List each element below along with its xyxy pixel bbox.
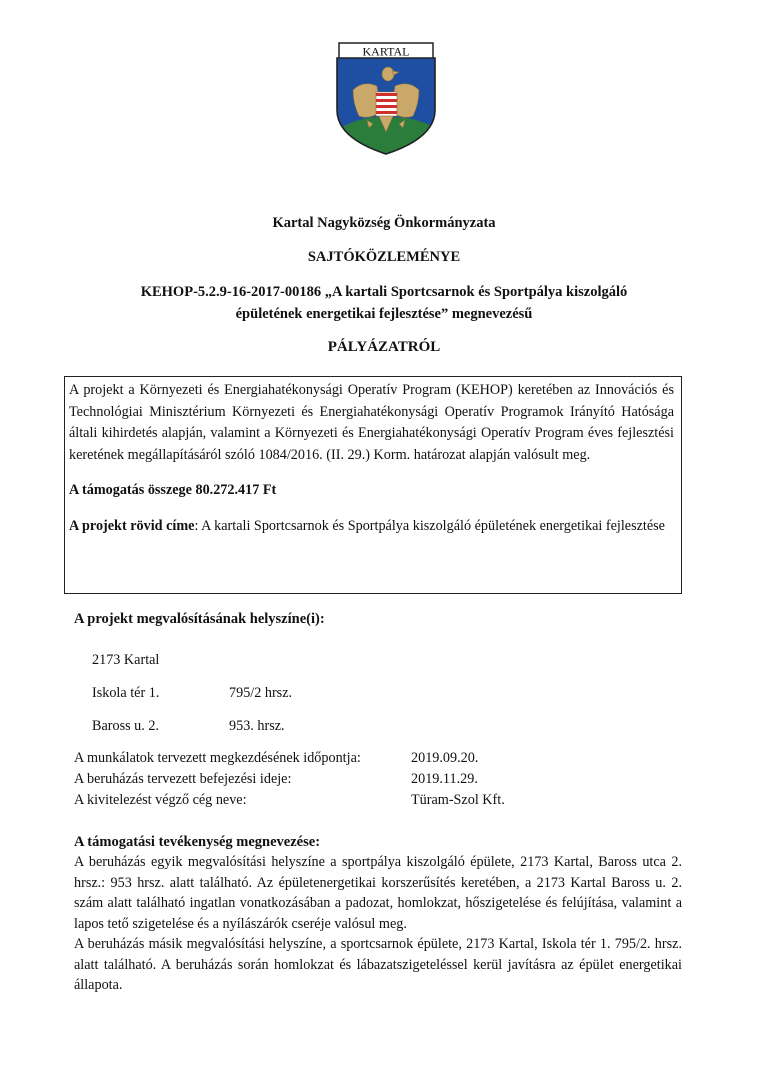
activity-paragraph-2: A beruházás másik megvalósítási helyszíne, a sportcsarnok épülete, 2173 Kartal, Iskola tér 1. 795/2. hrsz. alatt található. A beruházás során homlokzat és lábazatszigeteléssel kerül javításra az épület energetikai állapota. — [74, 936, 682, 993]
project-title-line-2: épületének energetikai fejlesztése” megnevezésű — [235, 306, 533, 322]
location-address: Iskola tér 1. — [92, 685, 160, 701]
location-parcel: 795/2 hrsz. — [229, 685, 293, 701]
project-title-line-1: KEHOP-5.2.9-16-2017-00186 „A kartali Sportcsarnok és Sportpálya kiszolgáló — [140, 284, 628, 300]
coat-of-arms-icon — [333, 40, 439, 156]
document-type: SAJTÓKÖZLEMÉNYE — [307, 249, 461, 265]
schedule-label: A munkálatok tervezett megkezdésének időpontja: — [74, 750, 361, 766]
activity-paragraph-1: A beruházás egyik megvalósítási helyszíne a sportpálya kiszolgáló épülete, 2173 Kartal, Baross utca 2. hrsz.: 953 hrsz. alatt található. Az épületenergetikai korszerűsítés keretében, a 2173 Kartal Baross u. 2. szám alatt található ingatlan vonatkozásában a padozat, homlokzat, hőszigetelése és felújítása, valamint a lapos tető szigetelése és a nyílászárók cseréje valósul meg. — [74, 854, 682, 932]
schedule-end-row — [74, 769, 634, 789]
schedule-start-row — [74, 748, 634, 768]
schedule-label: A kivitelezést végző cég neve: — [74, 792, 247, 808]
grant-amount: A támogatás összege 80.272.417 Ft — [69, 482, 277, 498]
location-item — [92, 716, 392, 736]
short-title-label: A projekt rövid címe — [69, 517, 195, 534]
project-title — [0, 281, 768, 325]
organization-name: Kartal Nagyközség Önkormányzata — [272, 215, 496, 231]
program-intro: A projekt a Környezeti és Energiahatékonysági Operatív Program (KEHOP) keretében az Innovációs és Technológiai Minisztérium Környezeti és Energiahatékonysági Operatív Programok Irányító Hatósága általi kihirdetés alapján, valamint a Környezeti és Energiahatékonysági Operatív Program éves fejlesztési keretének megállapításáról szóló 1084/2016. (II. 29.) Korm. határozat alapján valósult meg. — [69, 382, 674, 463]
document-subject: PÁLYÁZATRÓL — [327, 339, 441, 355]
activity-heading: A támogatási tevékenység megnevezése: — [74, 834, 321, 850]
schedule-label: A beruházás tervezett befejezési ideje: — [74, 771, 292, 787]
location-parcel: 953. hrsz. — [229, 718, 285, 734]
short-title-value: : A kartali Sportcsarnok és Sportpálya kiszolgáló épületének energetikai fejlesztése — [194, 517, 665, 534]
kartal-coat-of-arms — [333, 40, 439, 156]
crest-label: KARTAL — [362, 44, 410, 59]
contractor-row — [74, 790, 634, 810]
schedule-value: 2019.09.20. — [411, 750, 479, 766]
locations-heading: A projekt megvalósításának helyszíne(i): — [74, 611, 325, 627]
activity-description — [74, 852, 682, 996]
location-address: Baross u. 2. — [92, 718, 159, 734]
schedule-value: Türam-Szol Kft. — [411, 792, 505, 808]
location-item — [92, 683, 392, 703]
location-town: 2173 Kartal — [92, 652, 160, 668]
short-title — [69, 516, 674, 538]
project-summary-box — [64, 376, 682, 594]
schedule-value: 2019.11.29. — [411, 771, 478, 787]
